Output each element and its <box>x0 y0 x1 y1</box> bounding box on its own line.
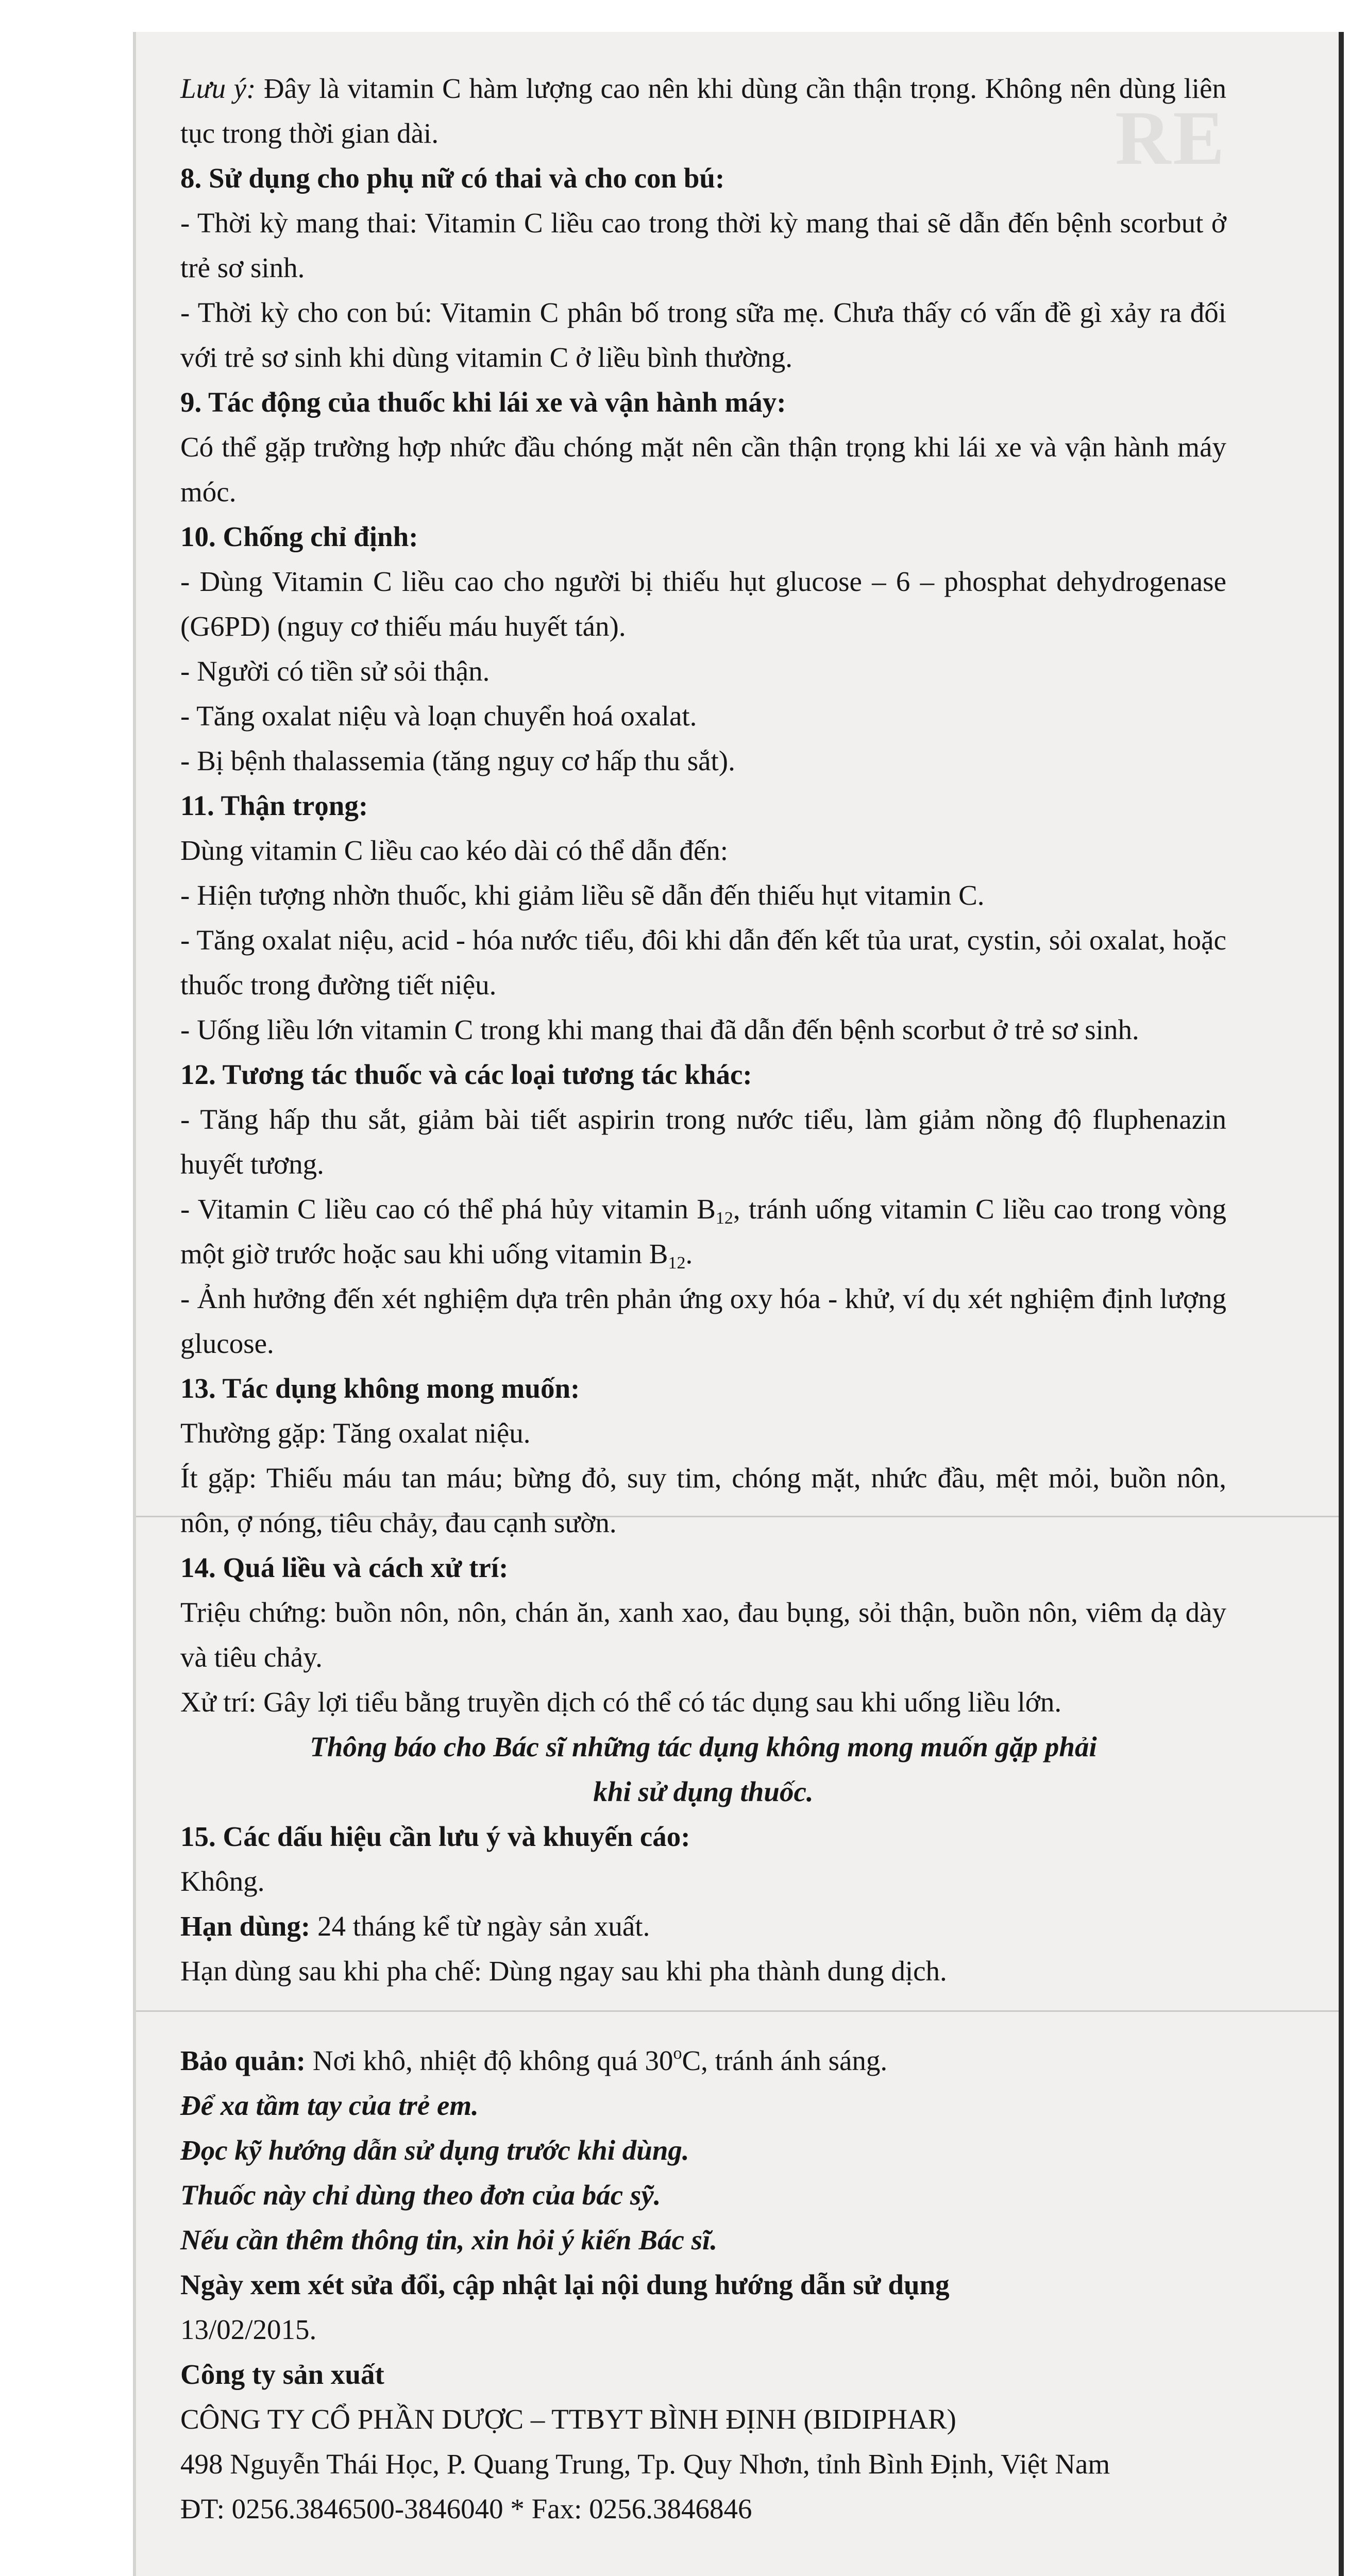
section-12-title: 12. Tương tác thuốc và các loại tương tác khác: <box>180 1059 752 1090</box>
section-11-line: Dùng vitamin C liều cao kéo dài có thể dẫn đến: <box>180 835 729 866</box>
section-14-line: Xử trí: Gây lợi tiểu bằng truyền dịch có thể có tác dụng sau khi uống liều lớn. <box>180 1686 1062 1718</box>
section-11-line: - Tăng oxalat niệu, acid - hóa nước tiểu, đôi khi dẫn đến kết tủa urat, cystin, sỏi oxalat, hoặc thuốc trong đường tiết niệu. <box>180 924 1226 1001</box>
section-9-title: 9. Tác động của thuốc khi lái xe và vận hành máy: <box>180 386 786 418</box>
section-10-line: - Tăng oxalat niệu và loạn chuyển hoá oxalat. <box>180 700 697 732</box>
warning-line: Nếu cần thêm thông tin, xin hỏi ý kiến Bác sĩ. <box>180 2224 718 2256</box>
show-through-decoration: RE <box>1115 95 1227 181</box>
shelf-life-label: Hạn dùng: <box>180 1910 311 1942</box>
section-12-text: , tránh uống vitamin C liều cao trong vòng một giờ trước hoặc sau khi uống vitamin B <box>180 1193 1226 1269</box>
section-11-title: 11. Thận trọng: <box>180 790 368 821</box>
warning-line: Thuốc này chỉ dùng theo đơn của bác sỹ. <box>180 2179 661 2211</box>
section-10-line: - Bị bệnh thalassemia (tăng nguy cơ hấp thu sắt). <box>180 745 735 776</box>
section-12-text: . <box>685 1238 693 1269</box>
section-11-line: - Hiện tượng nhờn thuốc, khi giảm liều sẽ dẫn đến thiếu hụt vitamin C. <box>180 879 985 911</box>
degree-sup: o <box>673 2044 682 2063</box>
section-15-line: Không. <box>180 1866 265 1897</box>
section-13-line: Ít gặp: Thiếu máu tan máu; bừng đỏ, suy tim, chóng mặt, nhức đầu, mệt mỏi, buồn nôn, nôn, ợ nóng, tiêu chảy, đau cạnh sườn. <box>180 1462 1226 1538</box>
section-13-line: Thường gặp: Tăng oxalat niệu. <box>180 1417 531 1449</box>
spacer <box>180 1993 1226 2038</box>
section-9-line: Có thể gặp trường hợp nhức đầu chóng mặt nên cần thận trọng khi lái xe và vận hành máy móc. <box>180 431 1226 507</box>
section-8-line: - Thời kỳ mang thai: Vitamin C liều cao trong thời kỳ mang thai sẽ dẫn đến bệnh scorbut ở trẻ sơ sinh. <box>180 207 1226 283</box>
section-12-line: - Tăng hấp thu sắt, giảm bài tiết aspirin trong nước tiểu, làm giảm nồng độ fluphenazin huyết tương. <box>180 1104 1226 1180</box>
storage <box>180 2038 1226 2083</box>
note-label: Lưu ý: <box>180 73 256 104</box>
section-10-line: - Dùng Vitamin C liều cao cho người bị thiếu hụt glucose – 6 – phosphat dehydrogenase (G6PD) (nguy cơ thiếu máu huyết tán). <box>180 566 1226 642</box>
company-address: 498 Nguyễn Thái Học, P. Quang Trung, Tp. Quy Nhơn, tỉnh Bình Định, Việt Nam <box>180 2448 1110 2480</box>
review-date: 13/02/2015. <box>180 2314 317 2345</box>
warning-line: Để xa tầm tay của trẻ em. <box>180 2090 479 2121</box>
section-11-line: - Uống liều lớn vitamin C trong khi mang thai đã dẫn đến bệnh scorbut ở trẻ sơ sinh. <box>180 1014 1139 1045</box>
section-13-title: 13. Tác dụng không mong muốn: <box>180 1372 580 1404</box>
notice-line: Thông báo cho Bác sĩ những tác dụng không mong muốn gặp phải <box>310 1731 1097 1762</box>
subscript-12: 12 <box>668 1253 686 1273</box>
storage-label: Bảo quản: <box>180 2045 306 2076</box>
review-title: Ngày xem xét sửa đổi, cập nhật lại nội dung hướng dẫn sử dụng <box>180 2269 950 2300</box>
section-15-title: 15. Các dấu hiệu cần lưu ý và khuyến cáo: <box>180 1821 690 1852</box>
shelf-life <box>180 1904 1226 1948</box>
subscript-12: 12 <box>715 1209 733 1228</box>
section-14-title: 14. Quá liều và cách xử trí: <box>180 1552 509 1583</box>
company-name: CÔNG TY CỔ PHẦN DƯỢC – TTBYT BÌNH ĐỊNH (BIDIPHAR) <box>180 2403 956 2435</box>
notice-line: khi sử dụng thuốc. <box>593 1776 814 1807</box>
note-paragraph <box>180 66 1226 156</box>
leaflet-body <box>180 66 1226 2531</box>
section-14-line: Triệu chứng: buồn nôn, nôn, chán ăn, xanh xao, đau bụng, sỏi thận, buồn nôn, viêm dạ dày và tiêu chảy. <box>180 1597 1226 1673</box>
section-8-line: - Thời kỳ cho con bú: Vitamin C phân bố trong sữa mẹ. Chưa thấy có vấn đề gì xảy ra đối với trẻ sơ sinh khi dùng vitamin C ở liều bình thường. <box>180 297 1226 373</box>
warning-line: Đọc kỹ hướng dẫn sử dụng trước khi dùng. <box>180 2134 689 2166</box>
storage-text: Nơi khô, nhiệt độ không quá 30 <box>306 2045 673 2076</box>
section-10-line: - Người có tiền sử sỏi thận. <box>180 655 490 687</box>
company-contact: ĐT: 0256.3846500-3846040 * Fax: 0256.3846846 <box>180 2493 752 2524</box>
section-12-line: - Ảnh hưởng đến xét nghiệm dựa trên phản ứng oxy hóa - khử, ví dụ xét nghiệm định lượng glucose. <box>180 1283 1226 1359</box>
shelf-life-text: 24 tháng kể từ ngày sản xuất. <box>310 1910 650 1942</box>
note-text: Đây là vitamin C hàm lượng cao nên khi dùng cần thận trọng. Không nên dùng liên tục trong thời gian dài. <box>180 73 1226 149</box>
section-12-text: - Vitamin C liều cao có thể phá hủy vitamin B <box>180 1193 716 1225</box>
section-12-line <box>180 1187 1226 1276</box>
storage-text: C, tránh ánh sáng. <box>682 2045 888 2076</box>
section-10-title: 10. Chống chỉ định: <box>180 521 418 552</box>
shelf-life-after-mix: Hạn dùng sau khi pha chế: Dùng ngay sau khi pha thành dung dịch. <box>180 1955 947 1987</box>
company-label: Công ty sản xuất <box>180 2359 384 2390</box>
section-8-title: 8. Sử dụng cho phụ nữ có thai và cho con bú: <box>180 162 725 194</box>
